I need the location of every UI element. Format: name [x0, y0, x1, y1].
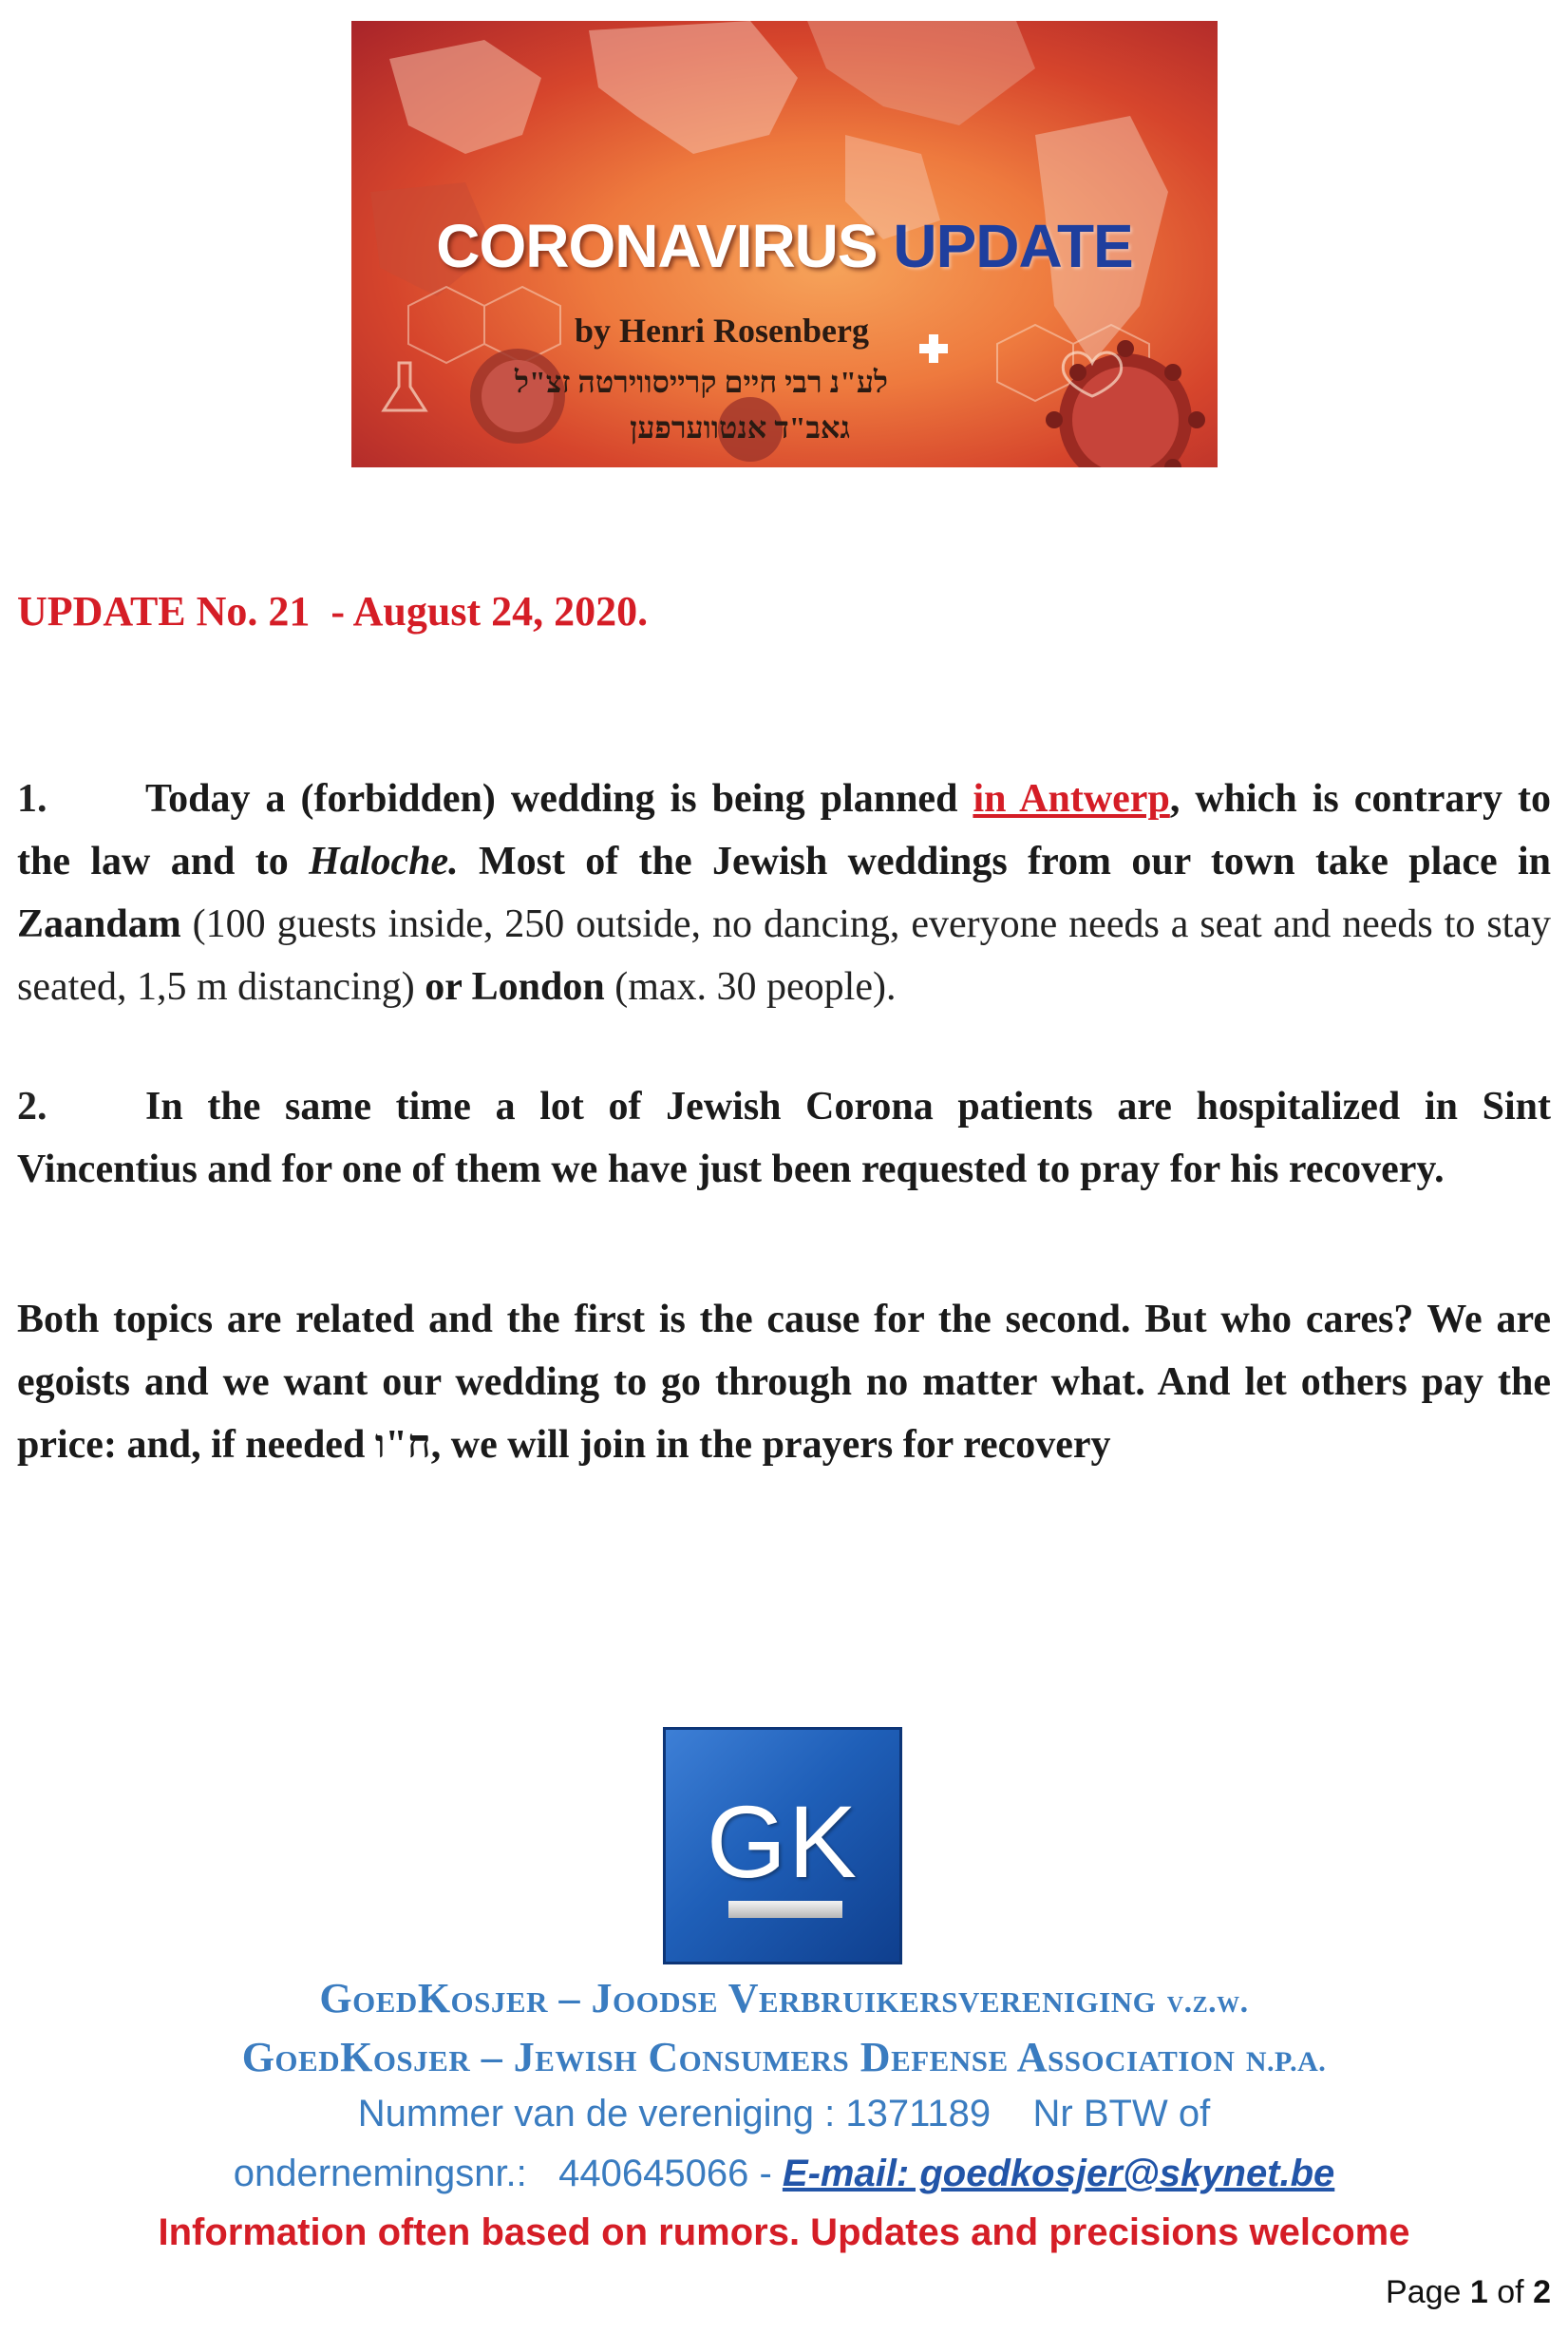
item-2: [17, 1075, 1551, 1201]
update-heading: UPDATE No. 21 - August 24, 2020.: [17, 588, 649, 635]
enterprise-number: ondernemingsnr.: 440645066 -: [233, 2153, 783, 2194]
contact-line: [0, 2153, 1568, 2195]
closing-text: Both topics are related and the first is the cause for the second. But who cares? We are egoists and we want our wedding to go through no matter what. And let others pay the price: and, if needed: [17, 1298, 1551, 1467]
closing-hebrew: ח"ו: [374, 1423, 431, 1467]
logo-bar: [728, 1901, 842, 1918]
closing-text-end: , we will join in the prayers for recovery: [430, 1423, 1111, 1467]
email-link[interactable]: E-mail: goedkosjer@skynet.be: [782, 2153, 1335, 2194]
item-1-london: or London: [414, 965, 605, 1009]
banner-hebrew-title: גאב"ד אנטווערפען: [630, 410, 850, 445]
page-total: 2: [1533, 2274, 1551, 2310]
logo-text: GK: [706, 1784, 860, 1899]
goedkosjer-logo: [663, 1727, 902, 1964]
virus-particle-icon: [1046, 340, 1205, 467]
org-name-english-text: GoedKosjer – Jewish Consumers Defense Association: [241, 2034, 1236, 2080]
registration-number: Nummer van de vereniging : 1371189 Nr BTW of: [357, 2093, 1211, 2135]
item-1-text-cont: , which is contrary to the law and to: [17, 777, 1551, 883]
org-suffix-vzw: v.z.w.: [1166, 1984, 1249, 2020]
org-suffix-npa: N.P.A.: [1245, 2046, 1327, 2078]
item-1-number: 1.: [17, 777, 47, 821]
org-name-dutch-text: GoedKosjer – Joodse Verbruikersvereniging: [319, 1975, 1157, 2021]
disclaimer: Information often based on rumors. Updates and precisions welcome: [158, 2211, 1410, 2253]
item-1-london-details: (max. 30 people).: [604, 965, 897, 1009]
haloche-italic: Haloche.: [309, 840, 459, 883]
org-name-english: [0, 2033, 1568, 2081]
item-1: [17, 768, 1551, 1018]
banner-byline: by Henri Rosenberg: [575, 312, 869, 350]
banner-title-update: UPDATE: [893, 212, 1133, 280]
page-number: [1386, 2274, 1551, 2311]
closing-paragraph: [17, 1288, 1551, 1476]
coronavirus-update-banner: [351, 21, 1218, 467]
banner-hebrew-dedication: לע"נ רבי חיים קרייסווירטה זצ"ל: [515, 365, 888, 399]
org-name-dutch: [0, 1974, 1568, 2022]
item-2-text: In the same time a lot of Jewish Corona patients are hospitalized in Sint Vincentius and for one of them we have just been requested to pray for his recovery.: [17, 1085, 1551, 1191]
antwerp-link[interactable]: in Antwerp: [973, 777, 1170, 821]
flask-icon: [384, 363, 425, 410]
page-current: 1: [1469, 2274, 1488, 2310]
item-1-zaandam-details: (100 guests inside, 250 outside, no dancing, everyone needs a seat and needs to stay seated, 1,5 m distancing): [17, 902, 1551, 1009]
banner-title-coronavirus: CORONAVIRUS: [436, 212, 878, 280]
page-of: of: [1487, 2274, 1534, 2310]
item-1-text-zaandam: Most of the Jewish weddings from our town take place in Zaandam: [17, 840, 1551, 946]
item-2-number: 2.: [17, 1085, 47, 1129]
medical-cross-icon: [919, 334, 948, 363]
page-prefix: Page: [1386, 2274, 1470, 2310]
item-1-text: Today a (forbidden) wedding is being planned: [145, 777, 973, 821]
banner-title: [351, 211, 1218, 281]
